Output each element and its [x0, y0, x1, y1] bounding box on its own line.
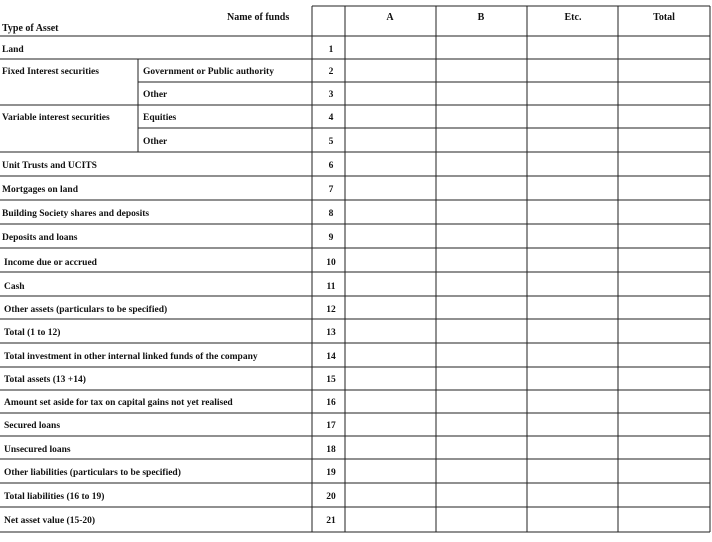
row-building-society-label: Building Society shares and deposits	[2, 209, 150, 219]
row-number: 12	[326, 305, 336, 315]
row-net-asset-value-label: Net asset value (15-20)	[4, 516, 96, 526]
row-numbers	[326, 45, 336, 526]
row-unit-trusts-label: Unit Trusts and UCITS	[2, 161, 97, 171]
row-tax-capital-gains-label: Amount set aside for tax on capital gains not yet realised	[4, 398, 233, 408]
row-number: 11	[326, 282, 336, 292]
row-equities-label: Equities	[143, 113, 177, 123]
row-government-label: Government or Public authority	[143, 67, 274, 77]
column-total-header: Total	[653, 12, 675, 23]
group-fixed-interest-label: Fixed Interest securities	[2, 67, 99, 77]
row-number: 20	[326, 492, 336, 502]
row-mortgages-label: Mortgages on land	[2, 185, 78, 195]
row-number: 18	[326, 445, 336, 455]
type-of-asset-header: Type of Asset	[2, 23, 59, 34]
row-number: 21	[326, 516, 336, 526]
row-number: 19	[326, 468, 336, 478]
table-grid	[0, 6, 710, 532]
row-number: 13	[326, 328, 336, 338]
row-other-liabilities-label: Other liabilities (particulars to be specified)	[4, 468, 181, 478]
row-unsecured-loans-label: Unsecured loans	[4, 445, 71, 455]
row-number: 17	[326, 421, 336, 431]
column-b-header: B	[477, 12, 485, 23]
row-number: 15	[326, 375, 336, 385]
row-total-assets-label: Total assets (13 +14)	[4, 375, 86, 385]
row-number: 3	[328, 90, 334, 100]
row-number: 16	[326, 398, 336, 408]
row-number: 4	[328, 113, 334, 123]
row-number: 7	[328, 185, 334, 195]
row-number: 8	[328, 209, 334, 219]
row-secured-loans-label: Secured loans	[4, 421, 61, 431]
row-number: 1	[328, 45, 334, 55]
row-other-assets-label: Other assets (particulars to be specified)	[4, 305, 168, 315]
row-number: 2	[328, 67, 334, 77]
name-of-funds-header: Name of funds	[227, 12, 290, 23]
row-total-liabilities-label: Total liabilities (16 to 19)	[4, 492, 105, 502]
row-number: 9	[328, 233, 334, 243]
column-etc-header: Etc.	[564, 12, 582, 23]
column-a-header: A	[386, 12, 394, 23]
row-number: 6	[328, 161, 334, 171]
row-number: 10	[326, 258, 336, 268]
row-fixed-other-label: Other	[143, 90, 168, 100]
row-number: 5	[328, 137, 334, 147]
row-total-1-12-label: Total (1 to 12)	[4, 328, 61, 338]
row-number: 14	[326, 352, 336, 362]
group-variable-interest-label: Variable interest securities	[2, 113, 110, 123]
row-income-due-label: Income due or accrued	[4, 258, 97, 268]
row-deposits-label: Deposits and loans	[2, 233, 78, 243]
row-variable-other-label: Other	[143, 137, 168, 147]
row-land-label: Land	[2, 45, 24, 55]
row-cash-label: Cash	[4, 282, 25, 292]
row-total-investment-label: Total investment in other internal linked funds of the company	[4, 352, 258, 362]
